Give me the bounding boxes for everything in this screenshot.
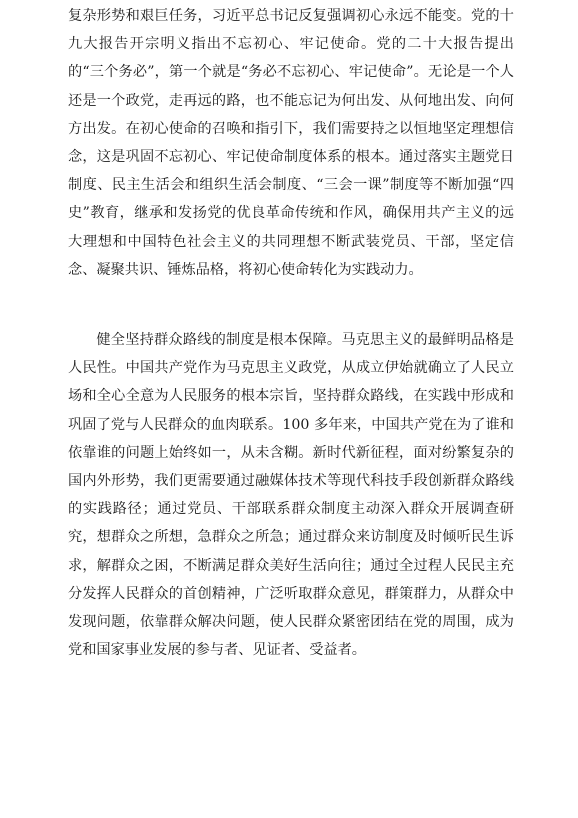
paragraph-2: 健全坚持群众路线的制度是根本保障。马克思主义的最鲜明品格是人民性。中国共产党作为马克思主义政党，从成立伊始就确立了人民立场和全心全意为人民服务的根本宗旨，坚持群众路线，在实践中形成和巩固了党与人民群众的血肉联系。100 多年来，中国共产党在为了谁和依靠谁的问题上始终如一，从未含糊。新时代新征程，面对纷繁复杂的国内外形势，我们更需要通过融媒体技术等现代科技手段创新群众路线的实践路径；通过党员、干部联系群众制度主动深入群众开展调查研究，想群众之所想，急群众之所急；通过群众来访制度及时倾听民生诉求，解群众之困，不断满足群众美好生活向往；通过全过程人民民主充分发挥人民群众的首创精神，广泛听取群众意见，群策群力，从群众中发现问题，依靠群众解决问题，使人民群众紧密团结在党的周围，成为党和国家事业发展的参与者、见证者、受益者。 <box>68 332 514 659</box>
document-page <box>68 2 514 664</box>
paragraph-spacer <box>68 284 514 326</box>
paragraph-1: 复杂形势和艰巨任务，习近平总书记反复强调初心永远不能变。党的十九大报告开宗明义指出不忘初心、牢记使命。党的二十大报告提出的“三个务必”，第一个就是“务必不忘初心、牢记使命”。无论是一个人还是一个政党，走再远的路，也不能忘记为何出发、从何地出发、向何方出发。在初心使命的召唤和指引下，我们需要持之以恒地坚定理想信念，这是巩固不忘初心、牢记使命制度体系的根本。通过落实主题党日制度、民主生活会和组织生活会制度、“三会一课”制度等不断加强“四史”教育，继承和发扬党的优良革命传统和作风，确保用共产主义的远大理想和中国特色社会主义的共同理想不断武装党员、干部，坚定信念、凝聚共识、锤炼品格，将初心使命转化为实践动力。 <box>68 8 514 278</box>
